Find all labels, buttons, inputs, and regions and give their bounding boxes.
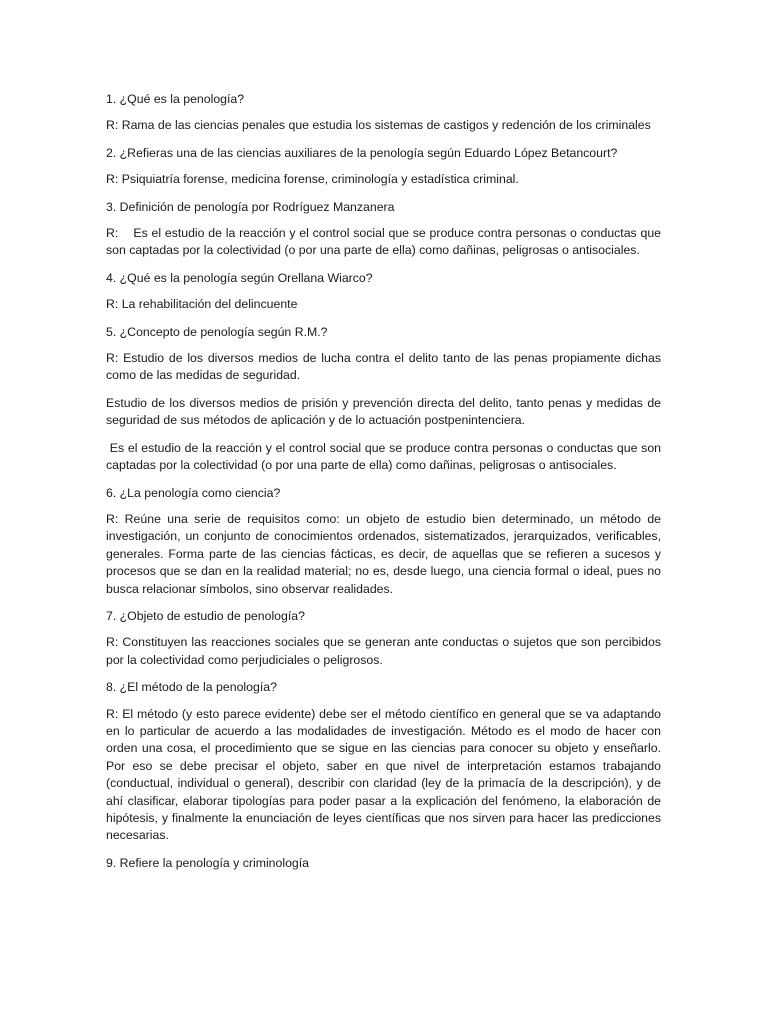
answer-1: R: Rama de las ciencias penales que estudia los sistemas de castigos y redención de los criminales (106, 118, 651, 133)
question-8: 8. ¿El método de la penología? (106, 680, 277, 695)
question-5: 5. ¿Concepto de penología según R.M.? (106, 324, 328, 339)
answer-5-continuation-1: Estudio de los diversos medios de prisión y prevención directa del delito, tanto penas y medidas de seguridad de sus métodos de aplicación y de lo actuación postpenintenciera. (106, 395, 665, 428)
question-6: 6. ¿La penología como ciencia? (106, 485, 281, 500)
answer-4: R: La rehabilitación del delincuente (106, 297, 298, 312)
question-9: 9. Refiere la penología y criminología (106, 855, 310, 870)
answer-2: R: Psiquiatría forense, medicina forense, criminología y estadística criminal. (106, 172, 519, 187)
answer-7: R: Constituyen las reacciones sociales que se generan ante conductas o sujetos que son percibidos por la colectividad como perjudiciales o peligrosos. (106, 635, 665, 667)
question-4: 4. ¿Qué es la penología según Orellana Wiarco? (106, 270, 373, 285)
question-2: 2. ¿Refieras una de las ciencias auxiliares de la penología según Eduardo López Betancourt? (106, 145, 618, 160)
question-7: 7. ¿Objeto de estudio de penología? (106, 608, 305, 623)
answer-3: R: Es el estudio de la reacción y el control social que se produce contra personas o conductas que son captadas por la colectividad (o por una parte de ella) como dañinas, peligrosas o antisociales. (106, 226, 665, 258)
question-1: 1. ¿Qué es la penología? (106, 92, 245, 106)
document-page (106, 91, 675, 881)
answer-8: R: El método (y esto parece evidente) debe ser el método científico en general que se va adaptando en lo particular de acuerdo a las modalidades de investigación. Método es el modo de hacer con orden una cosa, el procedimiento que se sigue en las ciencias para conocer su objeto y enseñarlo. Por eso se debe precisar el objeto, saber en que nivel de interpretación estamos trabajando (conductual, individual o general), describir con claridad (ley de la primacía de la descripción), y de ahí clasificar, elaborar tipologías para poder pasar a la explicación del fenómeno, la elaboración de hipótesis, y finalmente la enunciación de leyes científicas que nos sirven para hacer las predicciones necesarias. (106, 706, 675, 843)
answer-5: R: Estudio de los diversos medios de lucha contra el delito tanto de las penas propiamente dichas como de las medidas de seguridad. (106, 351, 665, 383)
answer-6: R: Reúne una serie de requisitos como: un objeto de estudio bien determinado, un método de investigación, un conjunto de conocimientos ordenados, sistematizados, jerarquizados, verificables, generales. Forma parte de las ciencias fácticas, es decir, de aquellas que se refieren a sucesos y procesos que se dan en la realidad material; no es, desde luego, una ciencia formal o ideal, pues no busca relacionar símbolos, sino observar realidades. (106, 511, 665, 596)
question-3: 3. Definición de penología por Rodríguez Manzanera (106, 199, 395, 214)
answer-5-continuation-2: Es el estudio de la reacción y el control social que se produce contra personas o conductas que son captadas por la colectividad (o por una parte de ella) como dañinas, peligrosas o antisociales. (106, 440, 665, 473)
